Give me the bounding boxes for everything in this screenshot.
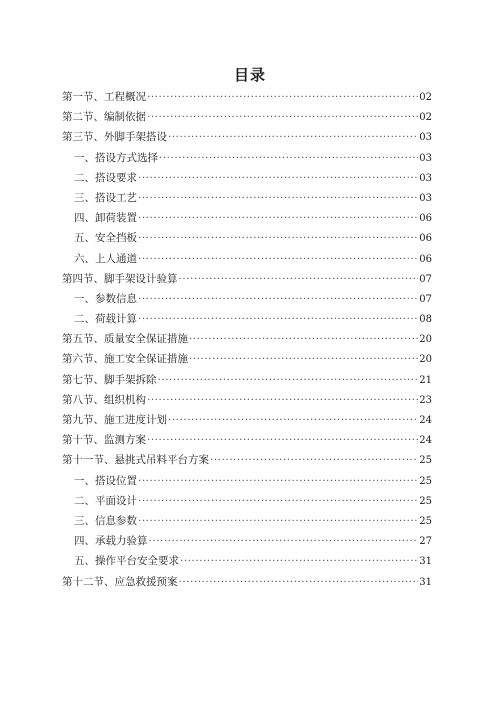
- toc-entry-label: 五、操作平台安全要求: [74, 555, 179, 568]
- toc-entry[interactable]: [62, 574, 432, 594]
- toc-entry-label: 第六节、施工安全保证措施: [62, 353, 188, 366]
- toc-entry[interactable]: [62, 473, 432, 493]
- toc-dot-leader: [138, 232, 418, 244]
- toc-entry-page-number: 25: [419, 515, 432, 527]
- toc-entry-label: 二、荷载计算: [74, 313, 137, 326]
- toc-entry-label: 一、搭设位置: [74, 474, 137, 487]
- toc-entry[interactable]: [62, 89, 432, 109]
- toc-entry-label: 第十一节、悬挑式吊料平台方案: [62, 454, 209, 467]
- toc-entry-page-number: 25: [419, 455, 432, 467]
- toc-entry-label: 第九节、施工进度计划: [62, 414, 167, 426]
- toc-entry[interactable]: [62, 553, 432, 573]
- toc-dot-leader: [179, 576, 419, 588]
- toc-entry[interactable]: [62, 129, 432, 149]
- toc-entry-label: 第二节、编制依据: [62, 111, 146, 124]
- toc-entry[interactable]: [62, 493, 432, 513]
- toc-entry-label: 三、搭设工艺: [74, 191, 137, 204]
- toc-dot-leader: [189, 353, 418, 365]
- toc-entry-page-number: 08: [419, 314, 432, 326]
- toc-dot-leader: [147, 394, 418, 406]
- toc-entry-page-number: 25: [419, 495, 432, 507]
- toc-entry-page-number: 24: [419, 415, 432, 426]
- toc-entry-page-number: 03: [419, 152, 432, 164]
- toc-dot-leader: [179, 273, 419, 285]
- toc-dot-leader: [210, 454, 418, 466]
- toc-entry-page-number: 25: [419, 475, 432, 487]
- toc-entry[interactable]: [62, 210, 432, 230]
- toc-dot-leader: [138, 313, 418, 325]
- toc-entry[interactable]: [62, 190, 432, 210]
- toc-entry-page-number: 06: [419, 233, 432, 245]
- toc-entry-label: 四、承载力验算: [74, 535, 148, 548]
- toc-dot-leader: [158, 374, 419, 386]
- toc-dot-leader: [138, 515, 418, 527]
- toc-entry-page-number: 02: [419, 92, 432, 103]
- toc-dot-leader: [138, 192, 418, 204]
- toc-entry-page-number: 02: [419, 112, 432, 124]
- toc-entry[interactable]: [62, 412, 432, 432]
- toc-entry-label: 第五节、质量安全保证措施: [62, 333, 188, 346]
- toc-entry-page-number: 21: [419, 374, 432, 386]
- toc-dot-leader: [147, 91, 418, 103]
- toc-dot-leader: [168, 131, 418, 143]
- toc-dot-leader: [149, 535, 419, 547]
- toc-entry-label: 第三节、外脚手架搭设: [62, 131, 167, 144]
- toc-entry[interactable]: [62, 452, 432, 472]
- toc-entry-label: 第四节、脚手架设计验算: [62, 272, 178, 285]
- toc-entry-label: 一、搭设方式选择: [74, 151, 158, 164]
- toc-entry-page-number: 24: [419, 435, 432, 447]
- toc-entry[interactable]: [62, 432, 432, 452]
- toc-entry[interactable]: [62, 251, 432, 271]
- toc-entry-page-number: 07: [419, 273, 432, 285]
- toc-dot-leader: [147, 434, 418, 446]
- toc-entry-page-number: 06: [419, 213, 432, 225]
- toc-entry[interactable]: [62, 230, 432, 250]
- toc-entry-label: 二、搭设要求: [74, 171, 137, 184]
- toc-entry-page-number: 03: [419, 132, 432, 144]
- toc-entry[interactable]: [62, 109, 432, 129]
- toc-dot-leader: [138, 293, 418, 305]
- toc-entry[interactable]: [62, 170, 432, 190]
- toc-entry[interactable]: [62, 351, 432, 371]
- toc-dot-leader: [189, 333, 418, 345]
- toc-entry-page-number: 20: [419, 334, 432, 346]
- toc-entry-page-number: 07: [419, 293, 432, 305]
- toc-entry-page-number: 31: [419, 576, 432, 588]
- toc-dot-leader: [138, 172, 418, 184]
- toc-entry-label: 第七节、脚手架拆除: [62, 373, 157, 386]
- toc-dot-leader: [138, 212, 418, 224]
- toc-entry-label: 第十节、监测方案: [62, 434, 146, 447]
- toc-entry-page-number: 23: [419, 394, 432, 406]
- toc-entry[interactable]: [62, 291, 432, 311]
- toc-entry-label: 一、参数信息: [74, 292, 137, 305]
- table-of-contents: [62, 89, 432, 594]
- toc-entry-label: 第八节、组织机构: [62, 393, 146, 406]
- toc-entry-label: 六、上人通道: [74, 252, 137, 265]
- toc-entry[interactable]: [62, 331, 432, 351]
- toc-entry-label: 第一节、工程概况: [62, 91, 146, 103]
- toc-entry-page-number: 03: [419, 172, 432, 184]
- toc-dot-leader: [168, 414, 418, 426]
- toc-dot-leader: [147, 111, 418, 123]
- toc-entry-label: 五、安全挡板: [74, 232, 137, 245]
- toc-entry[interactable]: [62, 150, 432, 170]
- toc-entry-page-number: 27: [419, 536, 432, 548]
- toc-dot-leader: [180, 555, 418, 567]
- toc-entry[interactable]: [62, 271, 432, 291]
- toc-entry[interactable]: [62, 311, 432, 331]
- toc-dot-leader: [159, 152, 418, 164]
- toc-title: 目录: [233, 66, 266, 84]
- toc-entry-label: 三、信息参数: [74, 514, 137, 527]
- toc-dot-leader: [138, 253, 418, 265]
- toc-entry-label: 二、平面设计: [74, 494, 137, 507]
- toc-entry-label: 四、卸荷装置: [74, 212, 137, 225]
- toc-dot-leader: [138, 475, 418, 487]
- toc-entry[interactable]: [62, 392, 432, 412]
- toc-entry-page-number: 06: [419, 253, 432, 265]
- toc-dot-leader: [138, 495, 418, 507]
- toc-entry-page-number: 31: [419, 556, 432, 568]
- toc-entry[interactable]: [62, 533, 432, 553]
- toc-entry[interactable]: [62, 513, 432, 533]
- toc-entry-page-number: 03: [419, 192, 432, 204]
- toc-entry[interactable]: [62, 372, 432, 392]
- toc-entry-label: 第十二节、应急救援预案: [62, 575, 178, 588]
- toc-entry-page-number: 20: [419, 354, 432, 366]
